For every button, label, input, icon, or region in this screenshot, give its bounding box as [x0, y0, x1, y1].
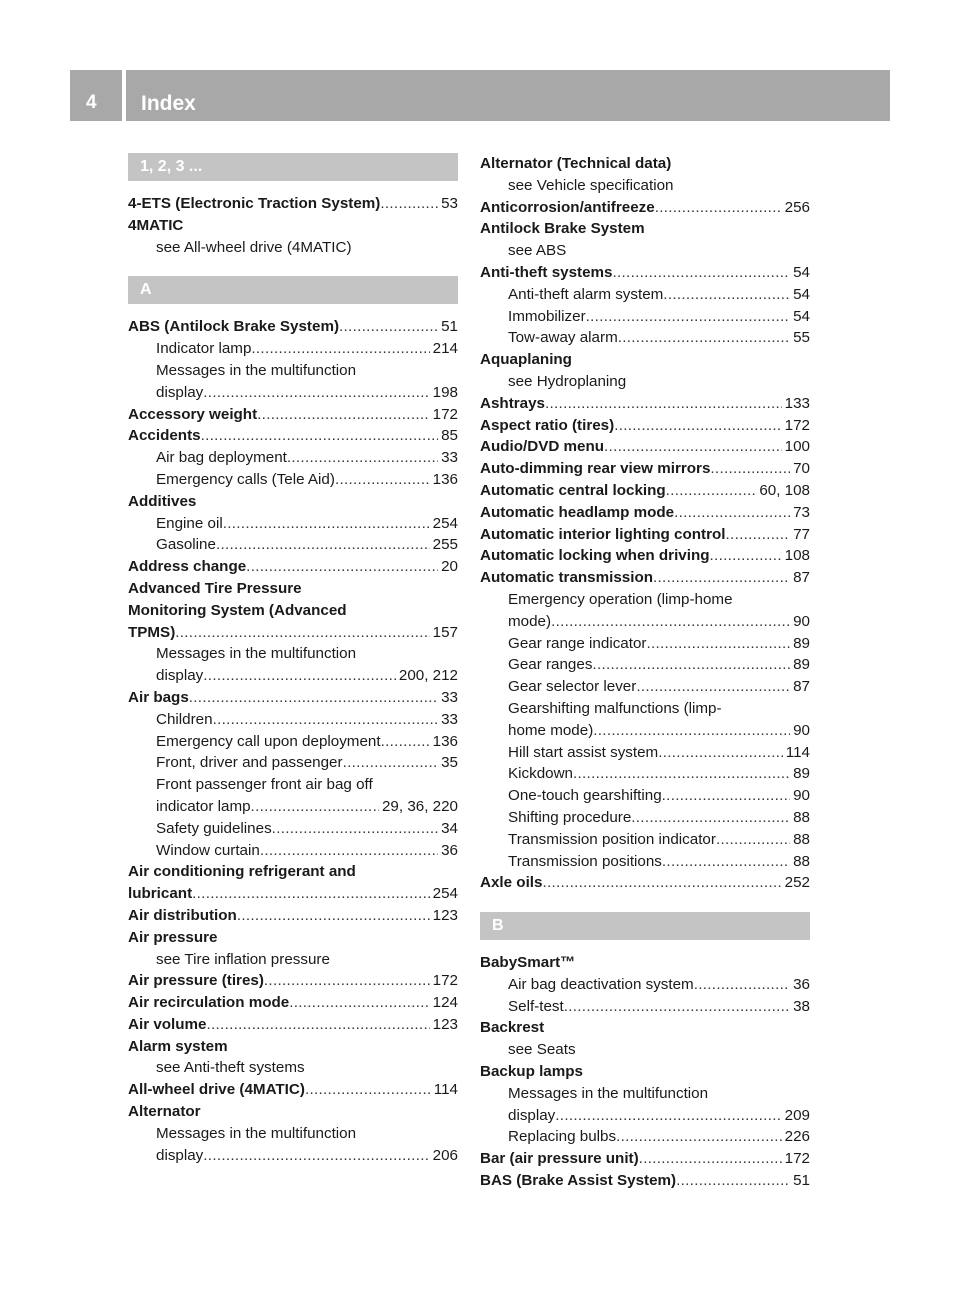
- leader-dots: [662, 851, 790, 873]
- entry-term: Anti-theft systems: [480, 263, 613, 281]
- entry-term: Axle oils: [480, 874, 543, 892]
- section-heading: B: [480, 912, 810, 940]
- leader-dots: [287, 447, 438, 469]
- entry-page-ref: 90: [793, 721, 810, 739]
- index-heading: Aquaplaning: [480, 351, 572, 369]
- leader-dots: [631, 807, 790, 829]
- leader-dots: [658, 742, 783, 764]
- entry-page-ref: 54: [793, 307, 810, 325]
- leader-dots: [616, 1126, 782, 1148]
- section-spacer: [480, 894, 810, 912]
- leader-dots: [216, 534, 430, 556]
- entry-term: Gear ranges: [508, 656, 593, 674]
- leader-dots: [592, 654, 790, 676]
- entry-page-ref: 89: [793, 765, 810, 783]
- entry-page-ref: 36: [793, 975, 810, 993]
- index-subentry: [480, 785, 810, 807]
- index-heading: Alternator: [128, 1103, 201, 1121]
- leader-dots: [655, 197, 782, 219]
- entry-term: mode): [508, 612, 552, 630]
- leader-dots: [237, 905, 430, 927]
- entry-term: Audio/DVD menu: [480, 438, 605, 456]
- entry-page-ref: 133: [784, 394, 810, 412]
- index-entry: [128, 193, 458, 215]
- leader-dots: [636, 676, 790, 698]
- entry-term: Automatic central locking: [480, 481, 666, 499]
- index-subentry: [480, 284, 810, 306]
- entry-page-ref: 89: [793, 656, 810, 674]
- entry-page-ref: 136: [432, 732, 458, 750]
- entry-page-ref: 88: [793, 830, 810, 848]
- index-subentry: [480, 327, 810, 349]
- index-heading: BabySmart™: [480, 954, 576, 972]
- index-entry: [128, 970, 458, 992]
- leader-dots: [381, 731, 430, 753]
- index-entry: [480, 436, 810, 458]
- index-heading: Backrest: [480, 1019, 545, 1037]
- entry-term: Immobilizer: [508, 307, 586, 325]
- entry-term: Accessory weight: [128, 405, 258, 423]
- entry-term: Air volume: [128, 1015, 207, 1033]
- index-subentry: [480, 851, 810, 873]
- entry-page-ref: 123: [432, 1015, 458, 1033]
- index-heading: Advanced Tire Pressure: [128, 579, 302, 597]
- entry-page-ref: 172: [784, 1150, 810, 1168]
- index-entry: [480, 567, 810, 589]
- index-entry: [128, 556, 458, 578]
- index-subentry: [128, 447, 458, 469]
- index-subtext: Gearshifting malfunctions (limp-: [508, 699, 722, 717]
- index-entry: [480, 197, 810, 219]
- leader-dots: [542, 872, 781, 894]
- entry-page-ref: 136: [432, 470, 458, 488]
- entry-page-ref: 54: [793, 285, 810, 303]
- leader-dots: [555, 1105, 781, 1127]
- index-heading: Additives: [128, 492, 197, 510]
- entry-page-ref: 206: [432, 1146, 458, 1164]
- index-subentry: [128, 513, 458, 535]
- entry-term: home mode): [508, 721, 594, 739]
- leader-dots: [380, 193, 438, 215]
- entry-term: Window curtain: [156, 841, 260, 859]
- entry-page-ref: 124: [432, 994, 458, 1012]
- entry-term: display: [508, 1106, 556, 1124]
- entry-term: Emergency calls (Tele Aid): [156, 470, 335, 488]
- entry-page-ref: 90: [793, 787, 810, 805]
- entry-page-ref: 87: [793, 569, 810, 587]
- leader-dots: [674, 502, 790, 524]
- entry-page-ref: 123: [432, 906, 458, 924]
- index-entry: [480, 545, 810, 567]
- leader-dots: [551, 611, 790, 633]
- page-title: Index: [141, 92, 196, 115]
- leader-dots: [710, 458, 790, 480]
- index-subentry: [480, 720, 810, 742]
- leader-dots: [663, 284, 790, 306]
- entry-page-ref: 51: [441, 318, 458, 336]
- entry-page-ref: 55: [793, 329, 810, 347]
- entry-term: 4-ETS (Electronic Traction System): [128, 195, 381, 212]
- entry-term: ABS (Antilock Brake System): [128, 318, 340, 336]
- entry-term: Children: [156, 710, 213, 728]
- leader-dots: [613, 262, 791, 284]
- index-subentry: [480, 306, 810, 328]
- index-subentry: [480, 633, 810, 655]
- entry-term: Automatic transmission: [480, 569, 654, 587]
- index-entry: [480, 524, 810, 546]
- entry-term: Automatic locking when driving: [480, 547, 710, 565]
- index-column-right: [480, 153, 810, 1192]
- entry-term: Automatic interior lighting control: [480, 525, 726, 543]
- index-heading: 4MATIC: [128, 216, 184, 234]
- entry-term: Hill start assist system: [508, 743, 659, 761]
- index-subtext: see All-wheel drive (4MATIC): [156, 238, 352, 256]
- index-heading: Monitoring System (Advanced: [128, 601, 347, 619]
- entry-page-ref: 33: [441, 688, 458, 706]
- index-heading: Air conditioning refrigerant and: [128, 863, 356, 881]
- index-entry: [128, 992, 458, 1014]
- index-subtext: see Hydroplaning: [508, 372, 627, 390]
- index-entry: [128, 316, 458, 338]
- index-entry: [480, 1170, 810, 1192]
- entry-page-ref: 77: [793, 525, 810, 543]
- leader-dots: [289, 992, 429, 1014]
- leader-dots: [264, 970, 430, 992]
- leader-dots: [343, 752, 439, 774]
- index-subtext: Messages in the multifunction: [156, 1124, 357, 1142]
- leader-dots: [573, 763, 790, 785]
- entry-term: indicator lamp: [156, 797, 251, 815]
- index-entry: [480, 872, 810, 894]
- entry-page-ref: 29, 36, 220: [381, 797, 458, 815]
- leader-dots: [251, 338, 429, 360]
- entry-page-ref: 85: [441, 427, 458, 445]
- entry-page-ref: 88: [793, 808, 810, 826]
- entry-term: Air pressure (tires): [128, 972, 264, 990]
- index-subentry: [128, 796, 458, 818]
- index-entry: [480, 415, 810, 437]
- entry-page-ref: 70: [793, 460, 810, 478]
- index-subtext: Front passenger front air bag off: [156, 776, 373, 794]
- index-entry: [128, 687, 458, 709]
- index-entry: [128, 1079, 458, 1101]
- entry-term: Self-test: [508, 997, 564, 1015]
- leader-dots: [207, 1014, 430, 1036]
- leader-dots: [339, 316, 438, 338]
- leader-dots: [666, 480, 757, 502]
- leader-dots: [201, 425, 439, 447]
- index-subentry: [480, 1126, 810, 1148]
- entry-page-ref: 254: [432, 514, 458, 532]
- entry-page-ref: 108: [784, 547, 810, 565]
- entry-page-ref: 172: [784, 416, 810, 434]
- entry-term: Engine oil: [156, 514, 223, 532]
- leader-dots: [260, 840, 438, 862]
- leader-dots: [175, 622, 429, 644]
- index-entry: [480, 393, 810, 415]
- leader-dots: [716, 829, 790, 851]
- entry-term: Gasoline: [156, 536, 216, 554]
- entry-term: Address change: [128, 558, 247, 576]
- entry-page-ref: 100: [784, 438, 810, 456]
- index-heading: Antilock Brake System: [480, 220, 645, 238]
- entry-term: Tow-away alarm: [508, 329, 618, 347]
- index-subentry: [128, 382, 458, 404]
- index-subentry: [480, 996, 810, 1018]
- leader-dots: [618, 327, 790, 349]
- leader-dots: [662, 785, 790, 807]
- entry-term: Air bags: [128, 688, 189, 706]
- header-divider: [122, 70, 126, 121]
- entry-page-ref: 35: [441, 754, 458, 772]
- index-subentry: [480, 611, 810, 633]
- entry-term: display: [156, 667, 204, 685]
- entry-term: Front, driver and passenger: [156, 754, 343, 772]
- entry-term: TPMS): [128, 623, 176, 641]
- index-subentry: [480, 654, 810, 676]
- leader-dots: [246, 556, 438, 578]
- leader-dots: [305, 1079, 431, 1101]
- index-subtext: Messages in the multifunction: [156, 361, 357, 379]
- entry-term: Gear selector lever: [508, 678, 637, 696]
- index-subentry: [480, 1105, 810, 1127]
- entry-page-ref: 252: [784, 874, 810, 892]
- entry-term: display: [156, 1146, 204, 1164]
- entry-term: Accidents: [128, 427, 201, 445]
- leader-dots: [646, 633, 790, 655]
- entry-page-ref: 51: [793, 1172, 810, 1190]
- entry-term: Shifting procedure: [508, 808, 632, 826]
- entry-term: Safety guidelines: [156, 819, 272, 837]
- entry-page-ref: 54: [793, 263, 810, 281]
- entry-page-ref: 87: [793, 678, 810, 696]
- leader-dots: [614, 415, 781, 437]
- section-spacer: [128, 258, 458, 276]
- entry-page-ref: 256: [784, 198, 810, 216]
- index-heading: Alternator (Technical data): [480, 155, 672, 172]
- leader-dots: [203, 665, 396, 687]
- page-number: 4: [86, 92, 97, 113]
- leader-dots: [564, 996, 790, 1018]
- leader-dots: [710, 545, 782, 567]
- entry-page-ref: 157: [432, 623, 458, 641]
- index-subentry: [480, 676, 810, 698]
- entry-page-ref: 53: [441, 195, 458, 212]
- entry-term: Emergency call upon deployment: [156, 732, 381, 750]
- index-subtext: Emergency operation (limp-home: [508, 590, 733, 608]
- entry-term: Bar (air pressure unit): [480, 1150, 639, 1168]
- entry-page-ref: 38: [793, 997, 810, 1015]
- entry-term: Anticorrosion/antifreeze: [480, 198, 655, 216]
- entry-term: Ashtrays: [480, 394, 545, 412]
- leader-dots: [694, 974, 790, 996]
- entry-page-ref: 114: [785, 743, 810, 761]
- index-entry: [480, 502, 810, 524]
- index-subentry: [128, 731, 458, 753]
- index-subentry: [480, 807, 810, 829]
- index-subentry: [128, 840, 458, 862]
- index-subtext: see Vehicle specification: [508, 176, 674, 194]
- entry-page-ref: 20: [441, 558, 458, 576]
- index-heading: Backup lamps: [480, 1063, 583, 1081]
- index-subtext: see ABS: [508, 242, 567, 260]
- index-entry: [480, 458, 810, 480]
- index-subentry: [128, 338, 458, 360]
- index-subentry: [128, 665, 458, 687]
- index-entry: [128, 404, 458, 426]
- entry-page-ref: 200, 212: [398, 667, 458, 685]
- leader-dots: [257, 404, 430, 426]
- page-header: [70, 70, 890, 121]
- entry-term: Aspect ratio (tires): [480, 416, 615, 434]
- entry-page-ref: 88: [793, 852, 810, 870]
- index-subtext: see Tire inflation pressure: [156, 950, 330, 968]
- entry-term: display: [156, 383, 204, 401]
- leader-dots: [335, 469, 430, 491]
- leader-dots: [203, 382, 429, 404]
- entry-page-ref: 73: [793, 503, 810, 521]
- index-column-left: [128, 153, 458, 1166]
- index-subentry: [480, 763, 810, 785]
- entry-term: lubricant: [128, 885, 193, 903]
- index-subentry: [128, 818, 458, 840]
- index-entry: [480, 1148, 810, 1170]
- leader-dots: [676, 1170, 790, 1192]
- entry-page-ref: 209: [784, 1106, 810, 1124]
- entry-page-ref: 89: [793, 634, 810, 652]
- entry-page-ref: 198: [432, 383, 458, 401]
- index-subtext: Messages in the multifunction: [156, 645, 357, 663]
- entry-page-ref: 114: [433, 1081, 458, 1099]
- index-subentry: [128, 752, 458, 774]
- entry-page-ref: 36: [441, 841, 458, 859]
- entry-term: All-wheel drive (4MATIC): [128, 1081, 305, 1099]
- entry-term: Kickdown: [508, 765, 573, 783]
- index-subtext: see Anti-theft systems: [156, 1059, 305, 1077]
- index-entry: [480, 262, 810, 284]
- entry-page-ref: 60, 108: [759, 481, 810, 499]
- leader-dots: [192, 883, 430, 905]
- entry-term: Anti-theft alarm system: [508, 285, 664, 303]
- entry-page-ref: 172: [432, 972, 458, 990]
- leader-dots: [726, 524, 791, 546]
- index-subentry: [128, 534, 458, 556]
- leader-dots: [251, 796, 379, 818]
- index-entry: [480, 480, 810, 502]
- entry-term: One-touch gearshifting: [508, 787, 662, 805]
- entry-term: Transmission position indicator: [508, 830, 716, 848]
- index-subentry: [128, 709, 458, 731]
- leader-dots: [223, 513, 430, 535]
- entry-page-ref: 254: [432, 885, 458, 903]
- section-heading: 1, 2, 3 ...: [128, 153, 458, 181]
- entry-term: Transmission positions: [508, 852, 662, 870]
- entry-page-ref: 255: [432, 536, 458, 554]
- index-entry: [128, 883, 458, 905]
- entry-term: Air bag deployment: [156, 449, 287, 467]
- entry-term: Air bag deactivation system: [508, 975, 694, 993]
- entry-term: BAS (Brake Assist System): [480, 1172, 677, 1190]
- entry-term: Air recirculation mode: [128, 994, 290, 1012]
- index-subentry: [480, 742, 810, 764]
- entry-term: Air distribution: [128, 906, 237, 924]
- entry-page-ref: 33: [441, 449, 458, 467]
- entry-page-ref: 90: [793, 612, 810, 630]
- leader-dots: [586, 306, 790, 328]
- entry-page-ref: 226: [784, 1128, 810, 1146]
- entry-term: Replacing bulbs: [508, 1128, 617, 1146]
- entry-page-ref: 172: [432, 405, 458, 423]
- index-entry: [128, 622, 458, 644]
- leader-dots: [189, 687, 438, 709]
- section-heading: A: [128, 276, 458, 304]
- leader-dots: [213, 709, 439, 731]
- index-subtext: Messages in the multifunction: [508, 1084, 709, 1102]
- entry-term: Automatic headlamp mode: [480, 503, 675, 521]
- entry-page-ref: 214: [432, 340, 458, 358]
- index-entry: [128, 425, 458, 447]
- entry-page-ref: 33: [441, 710, 458, 728]
- leader-dots: [272, 818, 438, 840]
- index-subentry: [128, 1145, 458, 1167]
- entry-page-ref: 34: [441, 819, 458, 837]
- entry-term: Auto-dimming rear view mirrors: [480, 460, 711, 478]
- index-heading: Air pressure: [128, 928, 218, 946]
- leader-dots: [203, 1145, 429, 1167]
- leader-dots: [545, 393, 782, 415]
- index-subentry: [480, 974, 810, 996]
- leader-dots: [604, 436, 782, 458]
- index-subentry: [480, 829, 810, 851]
- leader-dots: [653, 567, 790, 589]
- entry-term: Indicator lamp: [156, 340, 252, 358]
- leader-dots: [593, 720, 790, 742]
- index-subentry: [128, 469, 458, 491]
- index-entry: [128, 905, 458, 927]
- index-subtext: see Seats: [508, 1041, 576, 1059]
- index-heading: Alarm system: [128, 1037, 228, 1055]
- leader-dots: [639, 1148, 782, 1170]
- index-entry: [128, 1014, 458, 1036]
- entry-term: Gear range indicator: [508, 634, 647, 652]
